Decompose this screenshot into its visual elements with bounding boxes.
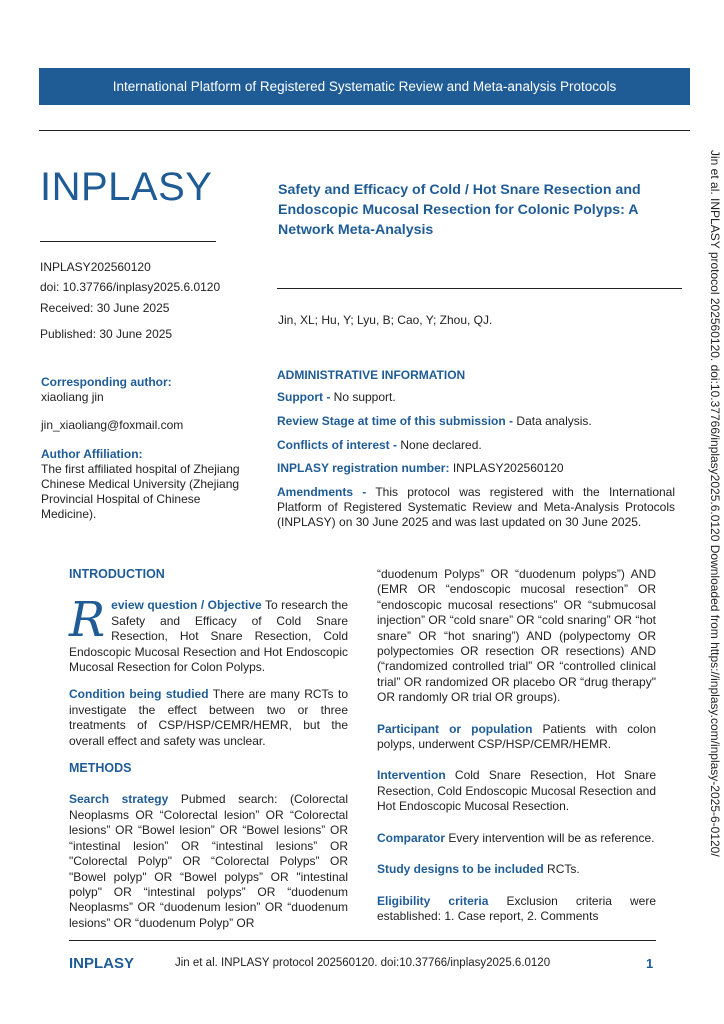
author-list: Jin, XL; Hu, Y; Lyu, B; Cao, Y; Zhou, QJ.	[278, 313, 493, 327]
intervention-text: Cold Snare Resection, Hot Snare Resection, Cold Endoscopic Mucosal Resection and Hot Endoscopic Mucosal Resection.	[377, 768, 656, 814]
header-banner: International Platform of Registered Systematic Review and Meta-analysis Protocols	[39, 68, 690, 105]
amendments-value: This protocol was registered with the International Platform of Registered Systematic Review and Meta-Analysis Protocols (INPLASY) on 30 June 2025 and was last updated on 30 June 2025.	[277, 485, 675, 529]
review-question-text: To research the Safety and Efficacy of Cold Snare Resection, Hot Snare Resection, Cold Endoscopic Mucosal Resection and Hot Endoscopic Mucosal Resection for Colon Polyps.	[69, 598, 349, 675]
search-strategy-paragraph	[69, 792, 348, 931]
search-strategy-label: Search strategy	[69, 792, 169, 807]
support-line	[277, 390, 677, 405]
registration-number-line	[277, 461, 677, 476]
drop-cap: R	[69, 592, 106, 649]
body-column-left	[69, 567, 348, 943]
author-email[interactable]: jin_xiaoliang@foxmail.com	[41, 418, 184, 432]
registration-number-label: INPLASY registration number:	[277, 461, 450, 475]
review-stage-label: Review Stage at time of this submission -	[277, 414, 514, 428]
comparator-paragraph	[377, 831, 656, 846]
published-date: Published: 30 June 2025	[40, 327, 173, 341]
conflicts-line	[277, 438, 677, 453]
corresponding-author-label: Corresponding author:	[41, 375, 172, 389]
body-column-right	[377, 567, 656, 936]
condition-text: There are many RCTs to investigate the effect between two or three treatments of CSP/HSP/CEMR/HEMR, but the overall effect and safety was unclear.	[69, 687, 348, 748]
corresponding-author-name: xiaoliang jin	[41, 390, 104, 404]
inplasy-logo: INPLASY	[40, 165, 213, 209]
registration-number-value: INPLASY202560120	[449, 461, 564, 475]
search-strategy-text: Pubmed search: (Colorectal Neoplasms OR “Colorectal lesion” OR “Colorectal lesions” OR “Bowel lesion” OR “Bowel lesions” OR “intestinal lesion” OR “intestinal lesions” OR "Colorectal Polyp" OR “Colorectal Polyps” OR "Bowel polyp" OR “Bowel polyps” OR "intestinal polyp" OR “intestinal polyps” OR “duodenum Neoplasms” OR “duodenum lesion” OR “duodenum lesions” OR “duodenum Polyp” OR	[69, 792, 348, 930]
comparator-label: Comparator	[377, 830, 446, 845]
intervention-label: Intervention	[377, 768, 446, 783]
footer-logo: INPLASY	[69, 955, 135, 972]
eligibility-label: Eligibility criteria	[377, 893, 489, 908]
top-rule	[39, 130, 690, 131]
registration-id: INPLASY202560120	[40, 260, 151, 274]
amendments-label: Amendments -	[277, 485, 367, 499]
study-design-text: RCTs.	[543, 862, 580, 877]
review-stage-line	[277, 414, 677, 429]
conflicts-label: Conflicts of interest -	[277, 438, 398, 452]
logo-rule	[40, 241, 216, 242]
author-affiliation-label: Author Affiliation:	[41, 447, 143, 461]
vertical-download-note: Jin et al. INPLASY protocol 202560120. doi:10.37766/inplasy2025.6.0120 Downloaded from https://inplasy.com/inplasy-2025-6-0120/	[708, 150, 722, 857]
intervention-paragraph	[377, 768, 656, 814]
conflicts-value: None declared.	[397, 438, 482, 452]
study-design-paragraph	[377, 862, 656, 877]
admin-heading: ADMINISTRATIVE INFORMATION	[277, 368, 466, 382]
support-value: No support.	[330, 390, 396, 404]
page-number: 1	[646, 956, 654, 971]
review-question-paragraph	[69, 592, 349, 675]
methods-heading: METHODS	[69, 761, 132, 776]
introduction-heading: INTRODUCTION	[69, 567, 165, 581]
participant-label: Participant or population	[377, 721, 533, 736]
study-design-label: Study designs to be included	[377, 862, 544, 877]
review-stage-value: Data analysis.	[513, 414, 592, 428]
paper-title: Safety and Efficacy of Cold / Hot Snare Resection and Endoscopic Mucosal Resection for Colonic Polyps: A Network Meta-Analysis	[278, 182, 641, 238]
review-question-label: eview question / Objective	[111, 598, 262, 613]
participant-paragraph	[377, 722, 656, 753]
eligibility-text: Exclusion criteria were established: 1. Case report, 2. Comments	[377, 893, 657, 923]
comparator-text: Every intervention will be as reference.	[445, 830, 655, 845]
condition-paragraph	[69, 687, 348, 749]
amendments-line	[277, 485, 675, 530]
eligibility-paragraph	[377, 894, 656, 925]
participant-text: Patients with colon polyps, underwent CSP/HSP/CEMR/HEMR.	[377, 721, 656, 752]
received-date: Received: 30 June 2025	[40, 301, 170, 315]
author-affiliation: The first affiliated hospital of Zhejiang Chinese Medical University (Zhejiang Provincial Hospital of Chinese Medicine).	[41, 462, 240, 521]
footer-citation: Jin et al. INPLASY protocol 202560120. doi:10.37766/inplasy2025.6.0120	[175, 957, 551, 969]
footer-rule	[69, 940, 656, 941]
support-label: Support -	[277, 390, 331, 404]
condition-label: Condition being studied	[69, 687, 209, 702]
search-strategy-continued: “duodenum Polyps” OR “duodenum polyps”) AND (EMR OR “endoscopic mucosal resection” OR “endoscopic mucosal resections” OR “submucosal injection” OR “cold snare” OR “cold snaring” OR “hot snare” OR “hot snaring”) AND (polypectomy OR polypectomies OR resection OR resections) AND (“randomized controlled trial” OR “controlled clinical trial” OR randomized OR placebo OR “drug therapy" OR randomly OR trial OR groups).	[377, 567, 656, 705]
doi-text[interactable]: doi: 10.37766/inplasy2025.6.0120	[40, 280, 221, 294]
title-rule	[277, 288, 682, 289]
